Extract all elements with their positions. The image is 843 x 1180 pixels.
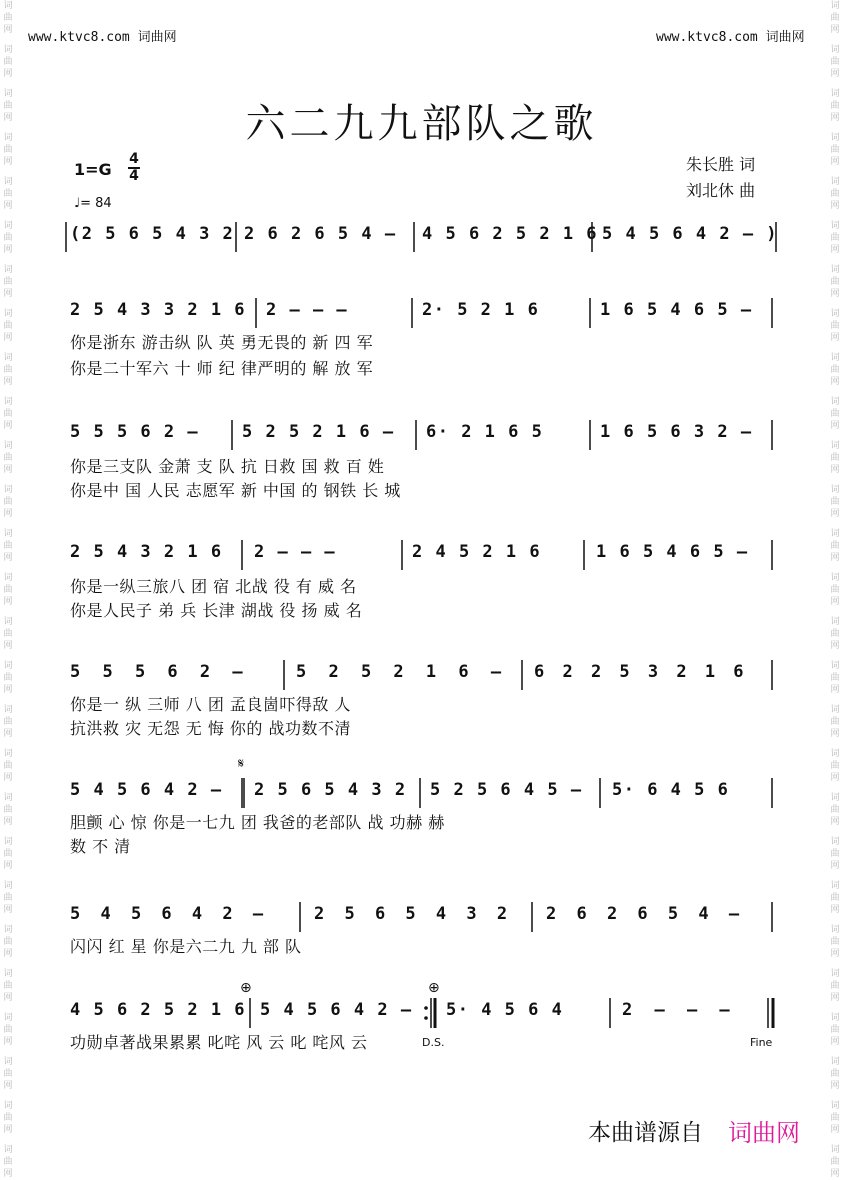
footer-source-text: 本曲谱源自	[588, 1120, 703, 1146]
side-watermark-text: 词 曲 网	[3, 309, 13, 343]
measure-notes: 5· 6 4 5 6	[612, 780, 730, 800]
coda-mark: ⊕	[240, 980, 252, 996]
score-row-2	[66, 296, 778, 330]
measure-notes: 5 4 5 6 4 2 –	[260, 1000, 413, 1020]
header-url-left: www.ktvc8.com 词曲网	[28, 30, 177, 45]
composer-credit: 刘北休 曲	[686, 181, 756, 200]
side-watermark-right	[827, 0, 843, 1179]
side-watermark-text: 词 曲 网	[830, 1145, 840, 1179]
measure-notes: 2 5 4 3 3 2 1 6	[70, 300, 247, 320]
measure-notes: 2 5 6 5 4 3 2	[314, 904, 513, 924]
side-watermark-text: 词 曲 网	[830, 793, 840, 827]
side-watermark-text: 词 曲 网	[830, 925, 840, 959]
side-watermark-text: 词 曲 网	[830, 1013, 840, 1047]
measure-notes: (2 5 6 5 4 3 2	[70, 224, 235, 244]
side-watermark-text: 词 曲 网	[3, 177, 13, 211]
side-watermark-text: 词 曲 网	[3, 573, 13, 607]
measure-notes: 5· 4 5 6 4	[446, 1000, 564, 1020]
side-watermark-text: 词 曲 网	[830, 221, 840, 255]
side-watermark-text: 词 曲 网	[830, 177, 840, 211]
side-watermark-text: 词 曲 网	[3, 617, 13, 651]
side-watermark-text: 词 曲 网	[3, 221, 13, 255]
side-watermark-text: 词 曲 网	[3, 89, 13, 123]
lyric-line: 你是一纵三旅八 团 宿 北战 役 有 威 名	[70, 577, 357, 596]
measure-notes: 5 2 5 2 1 6 –	[242, 422, 395, 442]
side-watermark-text: 词 曲 网	[3, 793, 13, 827]
credits	[686, 152, 755, 204]
lyric-line: 你是一 纵 三师 八 团 孟良崮吓得敌 人	[70, 695, 352, 714]
coda-mark: ⊕	[428, 980, 440, 996]
score-row-3	[66, 418, 778, 452]
side-watermark-text: 词 曲 网	[830, 881, 840, 915]
side-watermark-text: 词 曲 网	[830, 133, 840, 167]
measure-notes: 2 5 6 5 4 3 2	[254, 780, 407, 800]
lyric-line: 数 不 清	[70, 837, 131, 856]
side-watermark-text: 词 曲 网	[3, 969, 13, 1003]
segno-mark: 𝄋	[238, 756, 245, 772]
side-watermark-text: 词 曲 网	[3, 397, 13, 431]
side-watermark-text: 词 曲 网	[830, 89, 840, 123]
header-url-right: www.ktvc8.com 词曲网	[656, 30, 805, 45]
side-watermark-text: 词 曲 网	[3, 441, 13, 475]
lyric-line: 抗洪救 灾 无怨 无 悔 你的 战功数不清	[70, 719, 352, 738]
side-watermark-text: 词 曲 网	[830, 1, 840, 35]
measure-notes: 2 6 2 6 5 4 –	[546, 904, 745, 924]
side-watermark-text: 词 曲 网	[3, 1013, 13, 1047]
side-watermark-text: 词 曲 网	[3, 837, 13, 871]
side-watermark-text: 词 曲 网	[830, 573, 840, 607]
side-watermark-text: 词 曲 网	[830, 485, 840, 519]
side-watermark-text: 词 曲 网	[3, 1101, 13, 1135]
measure-notes: 1 6 5 4 6 5 –	[600, 300, 753, 320]
side-watermark-text: 词 曲 网	[3, 133, 13, 167]
side-watermark-text: 词 曲 网	[3, 881, 13, 915]
score-row-8	[66, 996, 778, 1030]
side-watermark-text: 词 曲 网	[830, 45, 840, 79]
side-watermark-text: 词 曲 网	[3, 1, 13, 35]
side-watermark-text: 词 曲 网	[3, 45, 13, 79]
measure-notes: 5 2 5 6 4 5 –	[430, 780, 583, 800]
score-row-5	[66, 658, 778, 692]
side-watermark-text: 词 曲 网	[830, 265, 840, 299]
side-watermark-text: 词 曲 网	[830, 353, 840, 387]
side-watermark-text: 词 曲 网	[830, 309, 840, 343]
lyric-line: 你是人民子 弟 兵 长津 湖战 役 扬 威 名	[70, 601, 363, 620]
ds-mark: D.S.	[422, 1036, 445, 1049]
side-watermark-text: 词 曲 网	[3, 661, 13, 695]
side-watermark-text: 词 曲 网	[3, 925, 13, 959]
score-row-7	[66, 900, 778, 934]
measure-notes: 5 5 5 6 2 –	[70, 662, 249, 682]
measure-notes: 2 4 5 2 1 6	[412, 542, 542, 562]
tempo-mark: ♩= 84	[74, 196, 112, 211]
side-watermark-text: 词 曲 网	[830, 617, 840, 651]
lyric-line: 你是三支队 金萧 支 队 抗 日救 国 救 百 姓	[70, 457, 385, 476]
lyric-line: 功勋卓著战果累累 叱咤 风 云 叱 咤风 云	[70, 1033, 368, 1052]
score-row-6	[66, 776, 778, 810]
side-watermark-text: 词 曲 网	[830, 705, 840, 739]
side-watermark-text: 词 曲 网	[3, 749, 13, 783]
side-watermark-text: 词 曲 网	[830, 1057, 840, 1091]
lyric-line: 你是二十军六 十 师 纪 律严明的 解 放 军	[70, 359, 374, 378]
side-watermark-text: 词 曲 网	[830, 441, 840, 475]
side-watermark-text: 词 曲 网	[3, 705, 13, 739]
side-watermark-text: 词 曲 网	[830, 749, 840, 783]
measure-notes: 4 5 6 2 5 2 1 6	[70, 1000, 247, 1020]
lyric-line: 胆颤 心 惊 你是一七九 团 我爸的老部队 战 功赫 赫	[70, 813, 445, 832]
side-watermark-text: 词 曲 网	[830, 1101, 840, 1135]
measure-notes: 1 6 5 6 3 2 –	[600, 422, 753, 442]
side-watermark-text: 词 曲 网	[830, 969, 840, 1003]
measure-notes: 6 2 2 5 3 2 1 6	[534, 662, 748, 682]
lyric-line: 你是中 国 人民 志愿军 新 中国 的 钢铁 长 城	[70, 481, 401, 500]
measure-notes: 2 – – –	[266, 300, 349, 320]
score-row-1	[66, 220, 778, 254]
side-watermark-text: 词 曲 网	[830, 397, 840, 431]
time-signature: 4 4	[129, 151, 139, 184]
side-watermark-text: 词 曲 网	[3, 485, 13, 519]
measure-notes: 4 5 6 2 5 2 1 6	[422, 224, 599, 244]
fine-mark: Fine	[750, 1036, 773, 1049]
side-watermark-text: 词 曲 网	[830, 661, 840, 695]
key-signature: 1=G	[74, 160, 112, 179]
score-row-4	[66, 538, 778, 572]
side-watermark-text: 词 曲 网	[830, 529, 840, 563]
side-watermark-text: 词 曲 网	[830, 837, 840, 871]
side-watermark-text: 词 曲 网	[3, 1145, 13, 1179]
side-watermark-text: 词 曲 网	[3, 1057, 13, 1091]
footer-brand-link[interactable]: 词曲网	[728, 1119, 800, 1147]
page-title: 六二九九部队之歌	[245, 101, 598, 147]
lyric-line: 闪闪 红 星 你是六二九 九 部 队	[70, 937, 302, 956]
measure-notes: 1 6 5 4 6 5 –	[596, 542, 749, 562]
measure-notes: 2· 5 2 1 6	[422, 300, 540, 320]
measure-notes: 5 4 5 6 4 2 – )	[602, 224, 779, 244]
side-watermark-text: 词 曲 网	[3, 529, 13, 563]
side-watermark-left	[0, 0, 16, 1179]
measure-notes: 5 4 5 6 4 2 –	[70, 780, 223, 800]
lyric-line: 你是浙东 游击纵 队 英 勇无畏的 新 四 军	[70, 333, 374, 352]
measure-notes: 2 – – –	[254, 542, 337, 562]
measure-notes: 2 5 4 3 2 1 6	[70, 542, 223, 562]
measure-notes: 5 5 5 6 2 –	[70, 422, 200, 442]
measure-notes: 2 6 2 6 5 4 –	[244, 224, 397, 244]
measure-notes: 2 – – –	[622, 1000, 736, 1020]
side-watermark-text: 词 曲 网	[3, 353, 13, 387]
side-watermark-text: 词 曲 网	[3, 265, 13, 299]
measure-notes: 6· 2 1 6 5	[426, 422, 544, 442]
measure-notes: 5 2 5 2 1 6 –	[296, 662, 508, 682]
lyricist-credit: 朱长胜 词	[686, 155, 756, 174]
measure-notes: 5 4 5 6 4 2 –	[70, 904, 269, 924]
